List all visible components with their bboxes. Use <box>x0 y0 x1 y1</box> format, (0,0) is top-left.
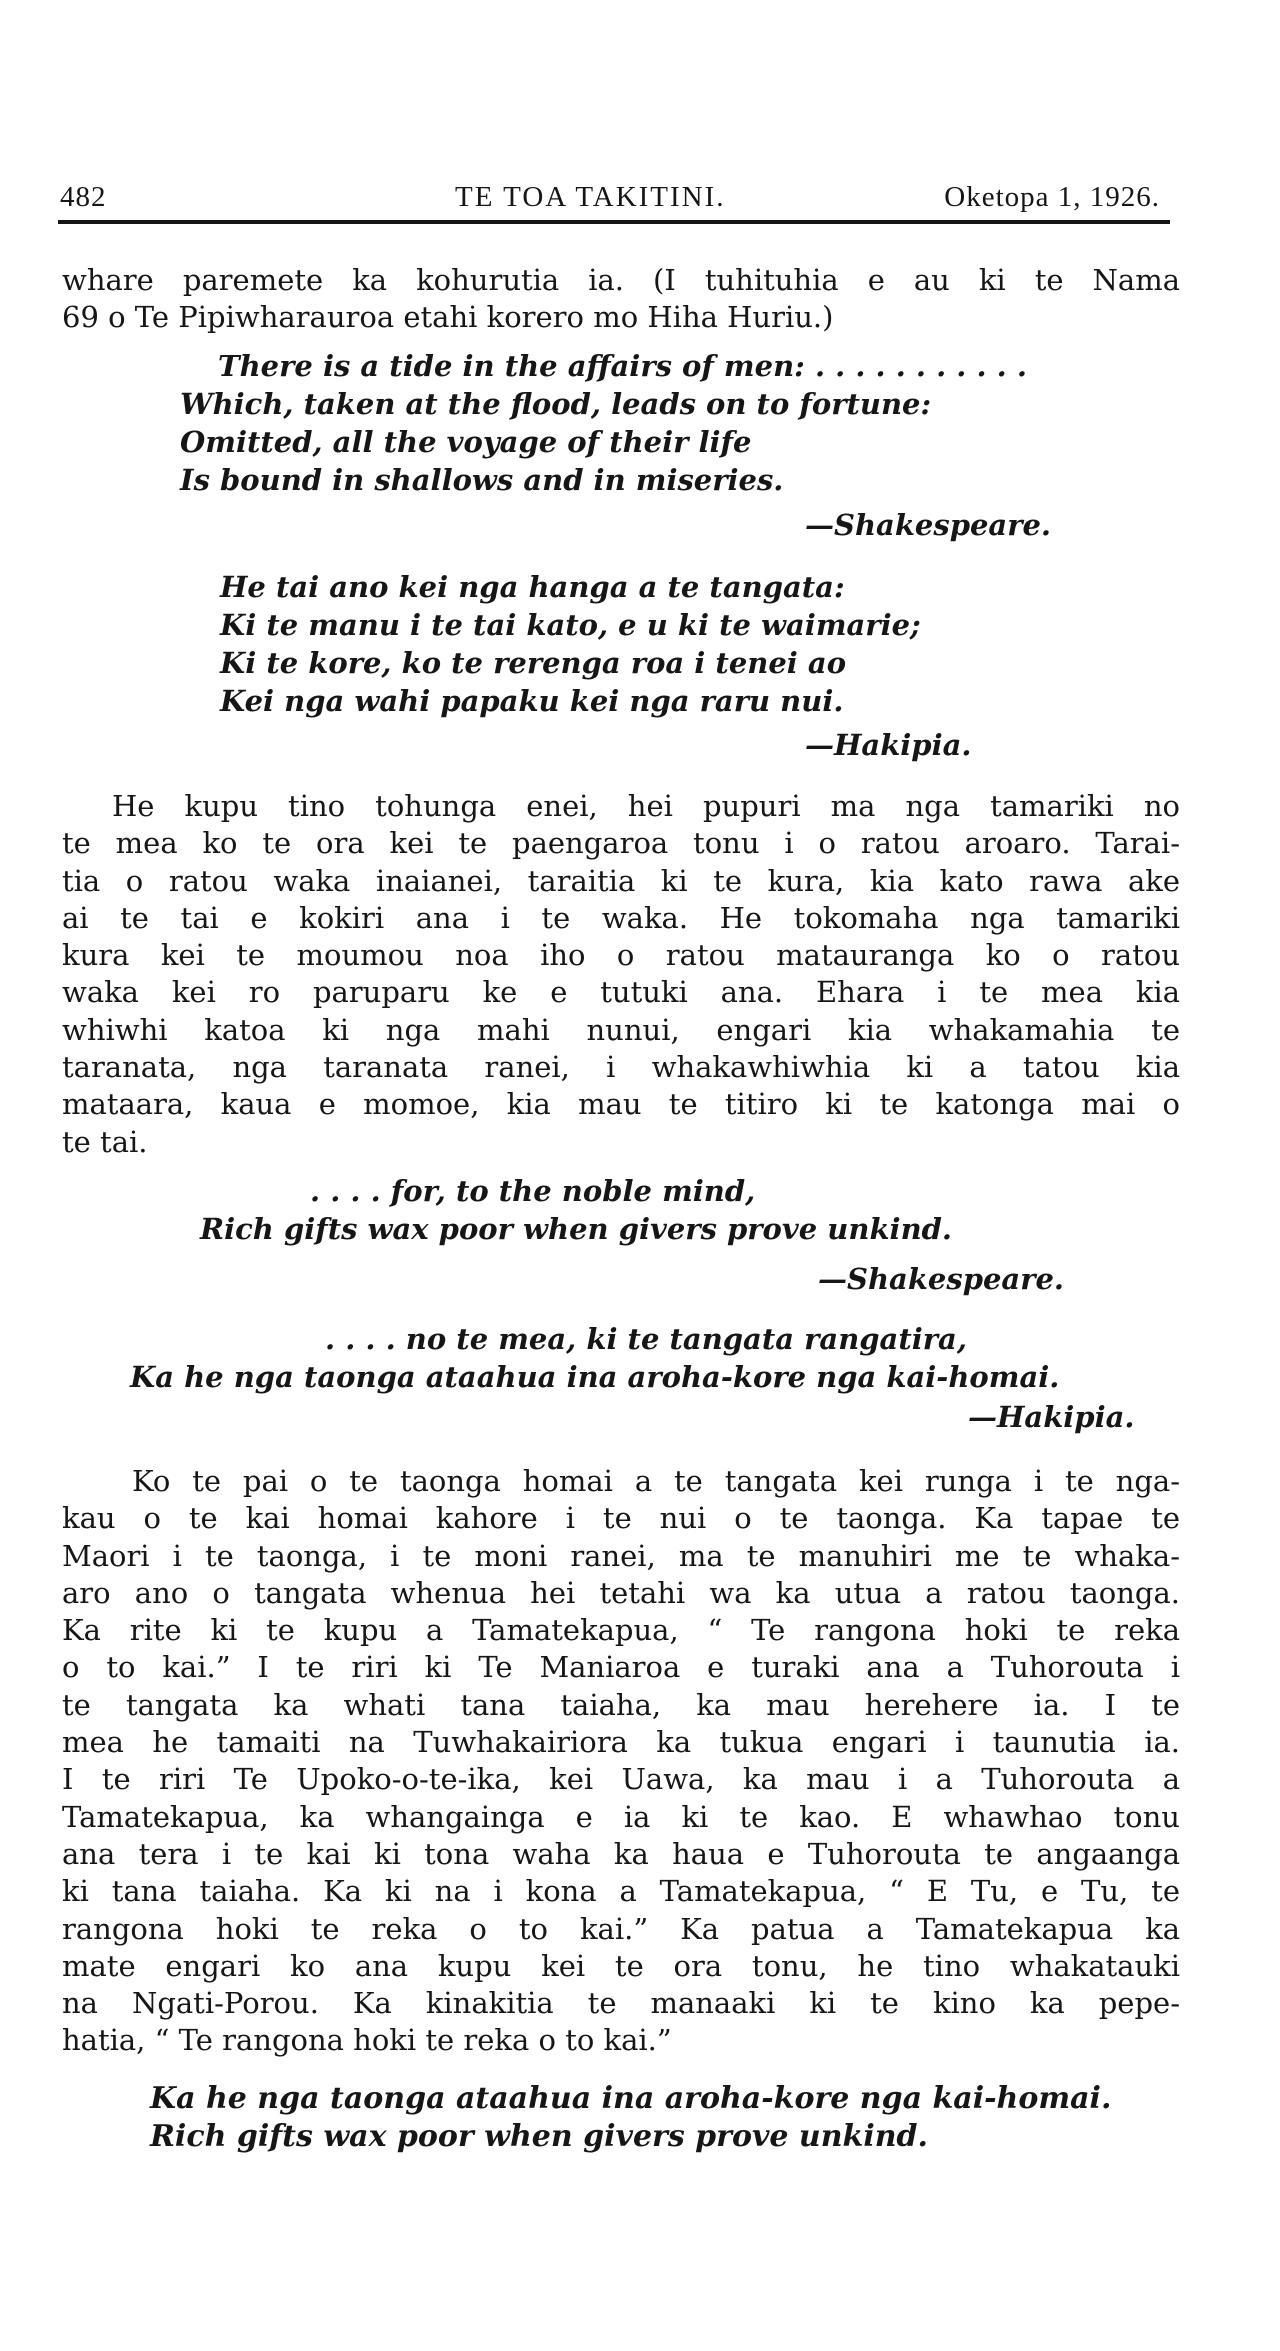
running-header <box>60 175 1170 221</box>
paragraph-line: mataara, kaua e momoe, kia mau te titiro ki te katonga mai o <box>62 1087 1180 1122</box>
verse-attribution: —Shakespeare. <box>805 508 1052 542</box>
paragraph-line: taranata, nga taranata ranei, i whakawhiwhia ki a tatou kia <box>62 1050 1180 1085</box>
paragraph-line: na Ngati-Porou. Ka kinakitia te manaaki ki te kino ka pepe- <box>62 1986 1180 2021</box>
verse-attribution: —Shakespeare. <box>818 1262 1065 1296</box>
paragraph-line: mea he tamaiti na Tuwhakairiora ka tukua engari i taunutia ia. <box>62 1725 1180 1760</box>
verse-line: Ki te kore, ko te rerenga roa i tenei ao <box>220 646 847 680</box>
paragraph-line: He kupu tino tohunga enei, hei pupuri ma nga tamariki no <box>112 789 1180 823</box>
verse-line: He tai ano kei nga hanga a te tangata: <box>220 570 845 604</box>
paragraph-line: whare paremete ka kohurutia ia. (I tuhituhia e au ki te Nama <box>62 263 1180 297</box>
paragraph-line: te tangata ka whati tana taiaha, ka mau herehere ia. I te <box>62 1687 1180 1722</box>
paragraph-line: Tamatekapua, ka whangainga e ia ki te kao. E whawhao tonu <box>62 1799 1180 1834</box>
paragraph-line: ki tana taiaha. Ka ki na i kona a Tamatekapua, “ E Tu, e Tu, te <box>62 1874 1180 1909</box>
verse-line: . . . . no te mea, ki te tangata rangatira, <box>325 1322 967 1356</box>
body-paragraph-3 <box>62 1463 1180 2060</box>
paragraph-line: 69 o Te Pipiwharauroa etahi korero mo Hiha Huriu.) <box>62 300 834 335</box>
paragraph-line: Ka rite ki te kupu a Tamatekapua, “ Te rangona hoki te reka <box>62 1613 1180 1648</box>
paragraph-line: mate engari ko ana kupu kei te ora tonu, he tino whakatauki <box>62 1948 1180 1983</box>
paragraph-line: waka kei ro paruparu ke e tutuki ana. Ehara i te mea kia <box>62 975 1180 1010</box>
verse-hakipia-2 <box>130 1320 1059 1396</box>
paragraph-line: kau o te kai homai kahore i te nui o te taonga. Ka tapae te <box>62 1501 1180 1536</box>
paragraph-line: Ko te pai o te taonga homai a te tangata kei runga i te nga- <box>132 1464 1180 1498</box>
paragraph-line: te tai. <box>62 1124 148 1159</box>
paragraph-line: I te riri Te Upoko-o-te-ika, kei Uawa, ka mau i a Tuhorouta a <box>62 1762 1180 1797</box>
verse-line: Which, taken at the flood, leads on to fortune: <box>180 387 932 421</box>
verse-line: . . . . for, to the noble mind, <box>310 1174 756 1208</box>
verse-line: Ka he nga taonga ataahua ina aroha-kore nga kai-homai. <box>130 1360 1060 1394</box>
paragraph-line: te mea ko te ora kei te paengaroa tonu i o ratou aroaro. Tarai- <box>62 826 1180 861</box>
verse-shakespeare-2 <box>200 1172 952 1248</box>
verse-line: Is bound in shallows and in miseries. <box>180 463 784 497</box>
verse-line: Ki te manu i te tai kato, e u ki te waimarie; <box>220 608 921 642</box>
verse-hakipia-1 <box>220 568 921 720</box>
body-paragraph-2 <box>62 788 1180 1161</box>
verse-shakespeare-1 <box>180 347 1027 499</box>
paragraph-line: hatia, “ Te rangona hoki te reka o to kai.” <box>62 2023 672 2058</box>
paragraph-line: ai te tai e kokiri ana i te waka. He tokomaha nga tamariki <box>62 900 1180 935</box>
closing-line: Ka he nga taonga ataahua ina aroha-kore nga kai-homai. <box>150 2081 1112 2116</box>
paragraph-line: o to kai.” I te riri ki Te Maniaroa e turaki ana a Tuhorouta i <box>62 1650 1180 1685</box>
closing-couplet <box>150 2080 1111 2156</box>
header-rule <box>58 220 1170 224</box>
intro-paragraph <box>62 262 1180 337</box>
issue-date: Oketopa 1, 1926. <box>944 181 1160 213</box>
paragraph-line: Maori i te taonga, i te moni ranei, ma te manuhiri me te whaka- <box>62 1538 1180 1573</box>
paragraph-line: rangona hoki te reka o to kai.” Ka patua a Tamatekapua ka <box>62 1911 1180 1946</box>
publication-title: TE TOA TAKITINI. <box>455 181 726 213</box>
page-number: 482 <box>60 181 107 213</box>
verse-attribution: —Hakipia. <box>805 728 972 762</box>
paragraph-line: kura kei te moumou noa iho o ratou matauranga ko o ratou <box>62 938 1180 973</box>
verse-line: There is a tide in the affairs of men: . . . . . . . . . . . <box>218 349 1027 383</box>
verse-line: Omitted, all the voyage of their life <box>180 425 752 459</box>
paragraph-line: aro ano o tangata whenua hei tetahi wa ka utua a ratou taonga. <box>62 1575 1180 1610</box>
paragraph-line: ana tera i te kai ki tona waha ka haua e Tuhorouta te angaanga <box>62 1836 1180 1871</box>
paragraph-line: whiwhi katoa ki nga mahi nunui, engari kia whakamahia te <box>62 1012 1180 1047</box>
closing-line: Rich gifts wax poor when givers prove unkind. <box>150 2119 928 2154</box>
paragraph-line: tia o ratou waka inaianei, taraitia ki te kura, kia kato rawa ake <box>62 863 1180 898</box>
verse-line: Rich gifts wax poor when givers prove unkind. <box>200 1212 953 1246</box>
verse-line: Kei nga wahi papaku kei nga raru nui. <box>220 684 844 718</box>
verse-attribution: —Hakipia. <box>968 1400 1135 1434</box>
